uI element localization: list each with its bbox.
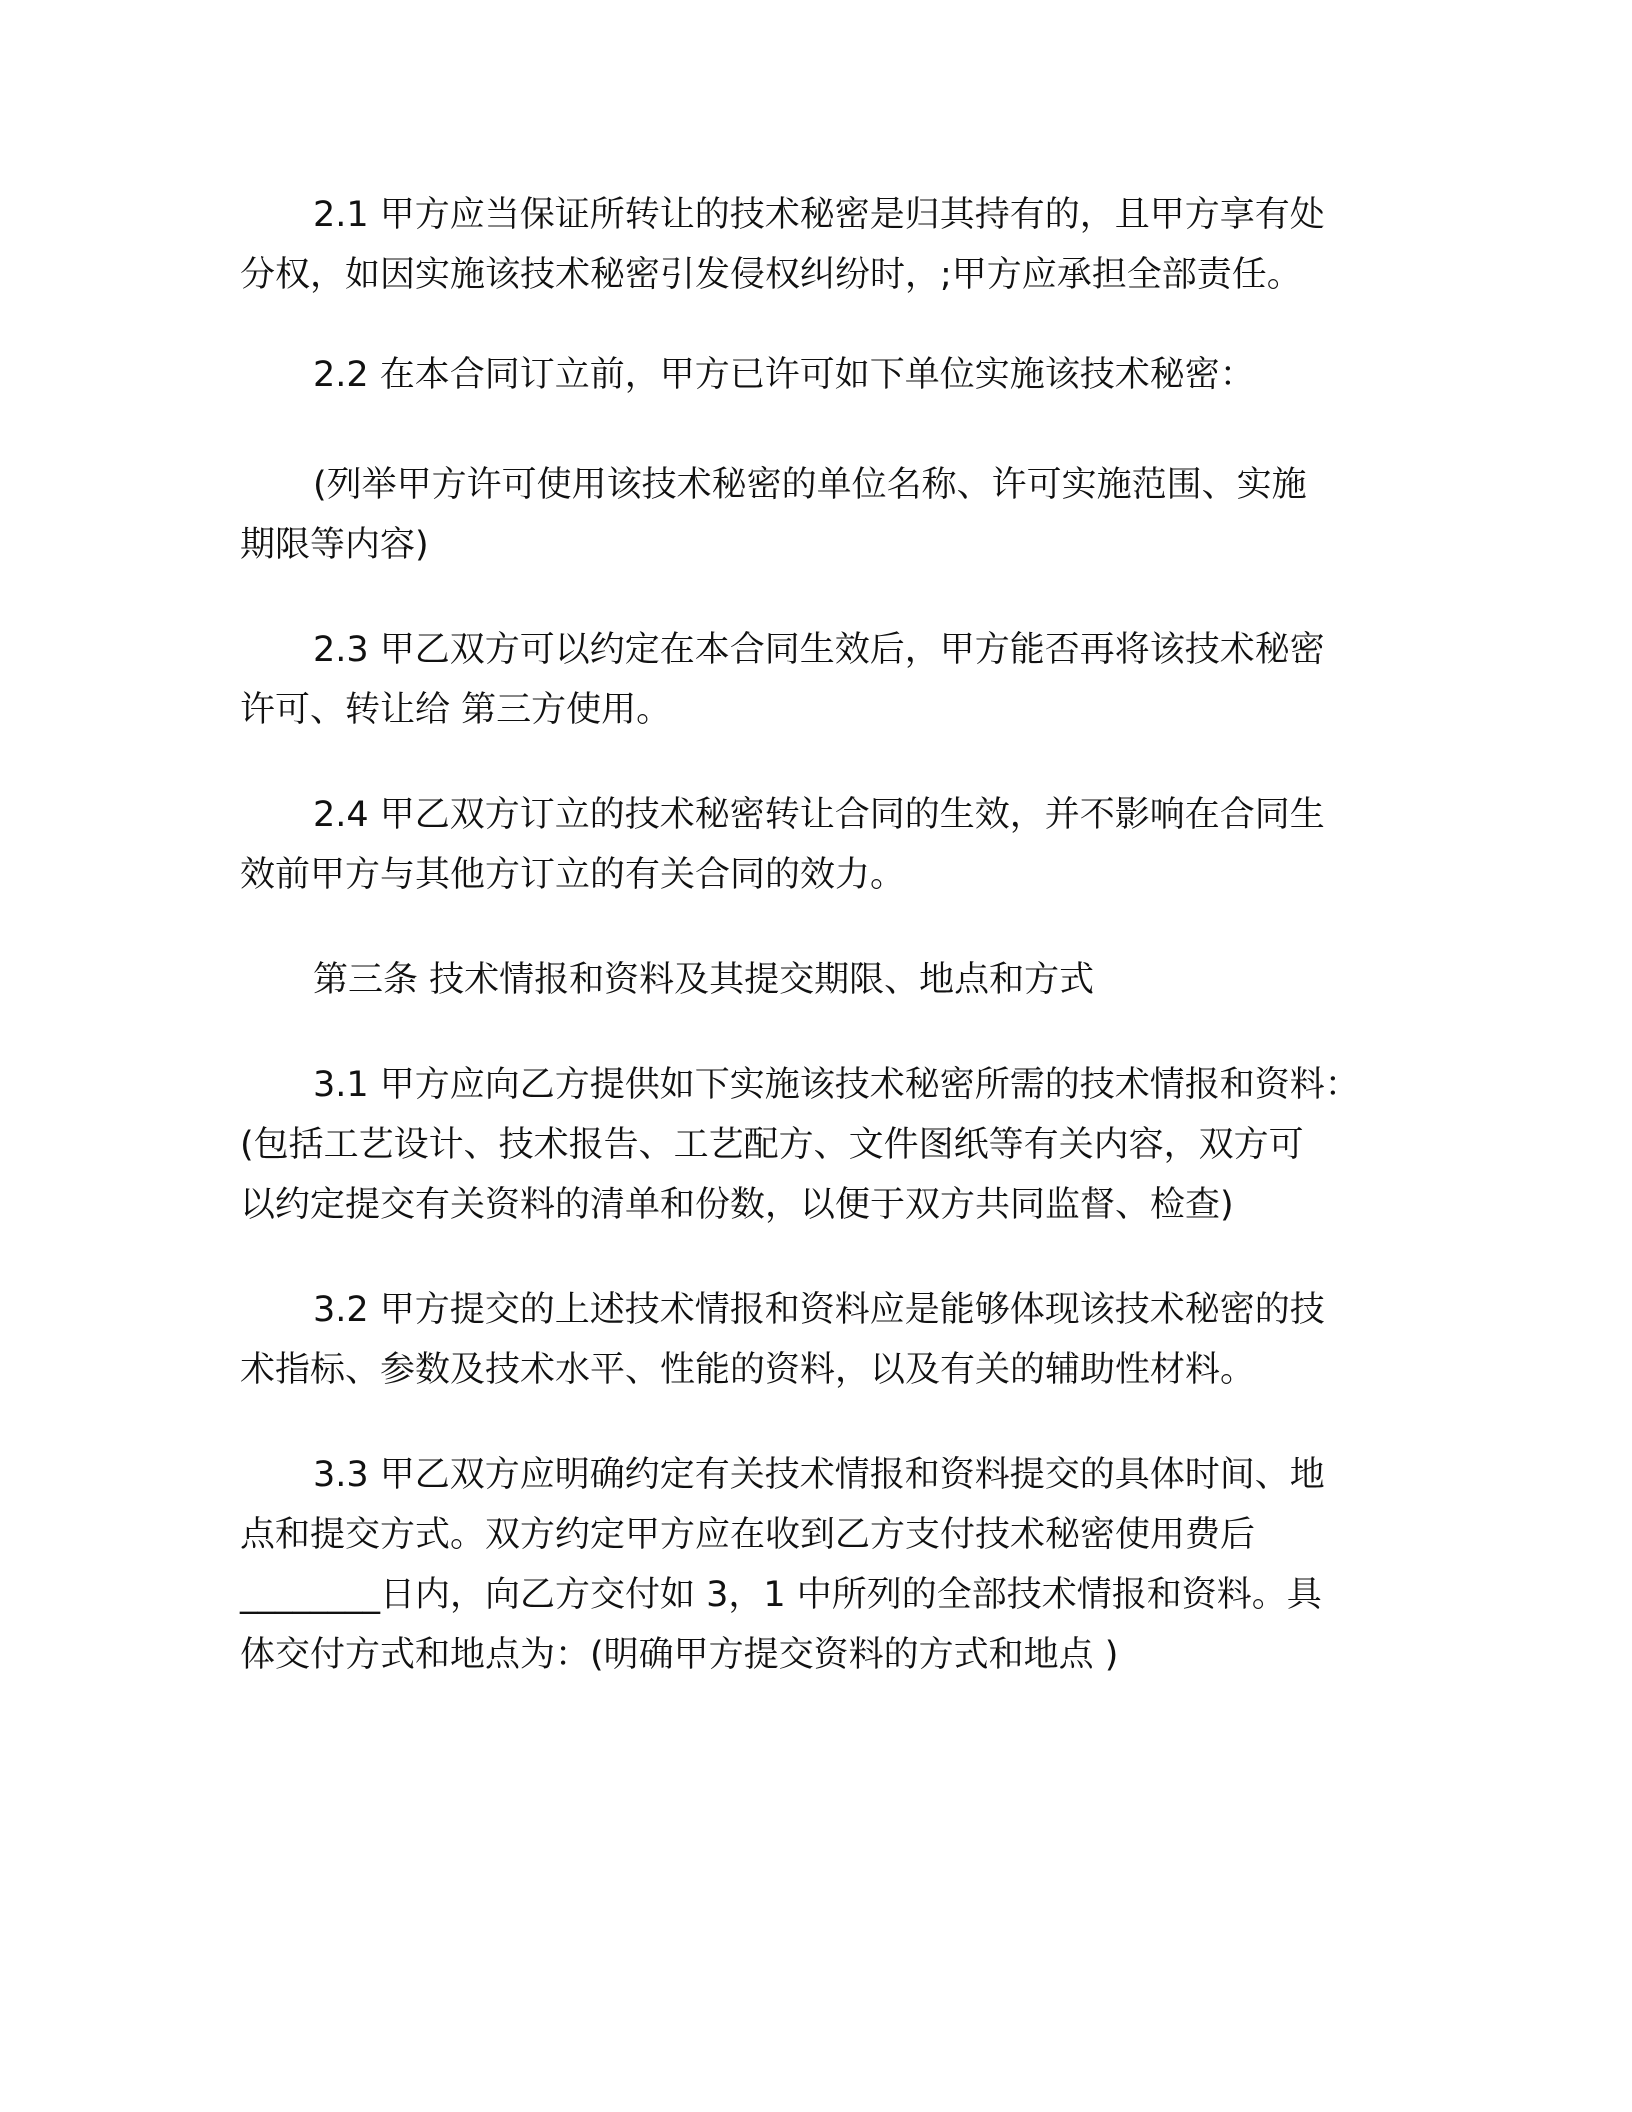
clause-3-2: [240, 1280, 1400, 1400]
clause-2-2-line-1: 2.2 在本合同订立前，甲方已许可如下单位实施该技术秘密：: [313, 355, 1255, 395]
clause-2-1-line-2: 分权，如因实施该技术秘密引发侵权纠纷时，;甲方应承担全部责任。: [240, 255, 1302, 295]
clause-3-3-line-2: 点和提交方式。双方约定甲方应在收到乙方支付技术秘密使用费后: [240, 1515, 1256, 1555]
clause-3-2-line-2: 术指标、参数及技术水平、性能的资料，以及有关的辅助性材料。: [240, 1350, 1256, 1390]
clause-3-3-line-1: 3.3 甲乙双方应明确约定有关技术情报和资料提交的具体时间、地: [313, 1455, 1325, 1495]
clause-2-4-line-1: 2.4 甲乙双方订立的技术秘密转让合同的生效，并不影响在合同生: [313, 795, 1325, 835]
clause-3-1-line-1: 3.1 甲方应向乙方提供如下实施该技术秘密所需的技术情报和资料：: [313, 1065, 1360, 1105]
article-3-heading-line-1: 第三条 技术情报和资料及其提交期限、地点和方式: [313, 960, 1095, 1000]
clause-2-1: [240, 185, 1400, 305]
clause-2-3: [240, 620, 1400, 740]
clause-2-2-note-line-1: (列举甲方许可使用该技术秘密的单位名称、许可实施范围、实施: [313, 465, 1307, 505]
clause-2-3-line-1: 2.3 甲乙双方可以约定在本合同生效后，甲方能否再将该技术秘密: [313, 630, 1325, 670]
clause-3-1: [240, 1055, 1400, 1235]
clause-2-2-note: [240, 455, 1400, 575]
clause-3-2-line-1: 3.2 甲方提交的上述技术情报和资料应是能够体现该技术秘密的技: [313, 1290, 1325, 1330]
clause-3-1-line-2: (包括工艺设计、技术报告、工艺配方、文件图纸等有关内容，双方可: [240, 1125, 1304, 1165]
clause-3-3-line-4: 体交付方式和地点为：(明确甲方提交资料的方式和地点 ): [240, 1635, 1119, 1675]
clause-3-1-line-3: 以约定提交有关资料的清单和份数，以便于双方共同监督、检查): [240, 1185, 1234, 1225]
clause-3-3-line-3: ________日内，向乙方交付如 3，1 中所列的全部技术情报和资料。具: [240, 1575, 1322, 1615]
document-body: [240, 185, 1400, 1685]
clause-2-2: [240, 345, 1400, 405]
article-3-heading: [240, 950, 1400, 1010]
clause-2-3-line-2: 许可、转让给 第三方使用。: [240, 690, 672, 730]
clause-3-3: [240, 1445, 1400, 1685]
clause-2-4: [240, 785, 1400, 905]
clause-2-1-line-1: 2.1 甲方应当保证所转让的技术秘密是归其持有的，且甲方享有处: [313, 195, 1325, 235]
clause-2-2-note-line-2: 期限等内容): [240, 525, 429, 565]
clause-2-4-line-2: 效前甲方与其他方订立的有关合同的效力。: [240, 855, 906, 895]
